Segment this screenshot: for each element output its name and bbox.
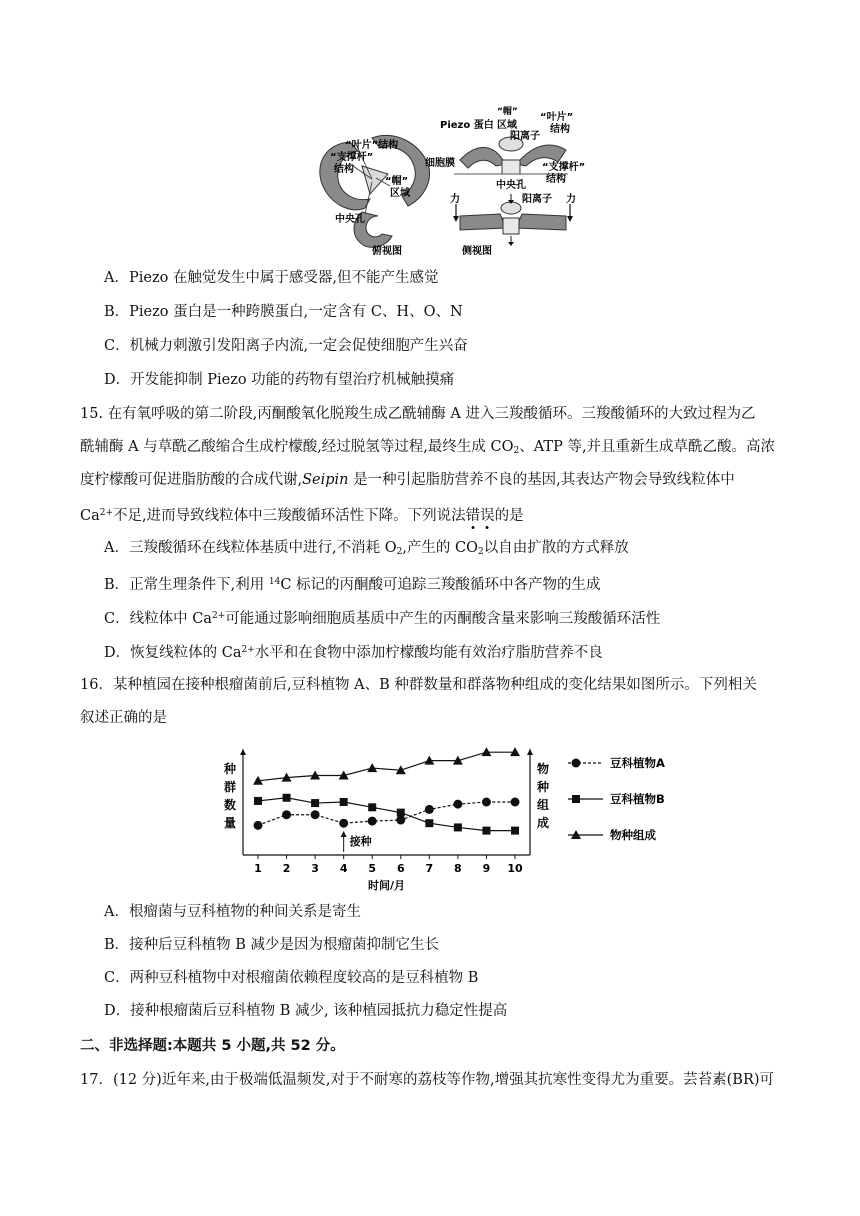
q16-option-b: B．接种后豆科植物 B 减少是因为根瘤菌抑制它生长 (104, 937, 440, 953)
q15-option-b: B．正常生理条件下,利用 $^{14}$C 标记的丙酮酸可追踪三羧酸循环中各产物的生成 (104, 577, 601, 593)
label-leaf-left: “叶片”结构 (345, 140, 399, 151)
series-1-point (511, 798, 520, 807)
annotation-label: 接种 (349, 835, 372, 848)
y-label-right-char: 组 (536, 798, 550, 812)
series-2-point (397, 809, 405, 817)
q15-stem-line4: $Ca^{2+}$不足,进而导致线粒体中三羧酸循环活性下降。下列说法错误的是 (80, 508, 524, 524)
x-tick-label: 1 (254, 862, 262, 875)
y-label-left-char: 数 (223, 798, 237, 812)
series-2-point (368, 803, 376, 811)
x-tick-label: 2 (282, 862, 291, 875)
series-1-point (425, 805, 434, 814)
label-cation-top: 阳离子 (510, 131, 540, 142)
series-line-1 (258, 802, 515, 825)
series-3-point (367, 763, 377, 772)
q16-option-a: A．根瘤菌与豆科植物的种间关系是寄生 (104, 904, 361, 920)
q16-stem-line1: 16．某种植园在接种根瘤菌前后,豆科植物 A、B 种群数量和群落物种组成的变化结果如图所示。下列相关 (80, 677, 757, 693)
label-pore-left: 中央孔 (335, 214, 365, 225)
label-force-left: 力 (450, 194, 460, 205)
legend-label-3: 物种组成 (610, 828, 656, 842)
series-2-point (425, 819, 433, 827)
legend-label-2: 豆科植物B (610, 792, 665, 806)
label-force-right: 力 (566, 194, 576, 205)
x-tick-label: 10 (507, 862, 523, 875)
series-line-3 (258, 752, 515, 781)
series-1-point (482, 798, 491, 807)
piezo-figure (310, 104, 595, 260)
x-tick-label: 3 (311, 862, 319, 875)
q15-stem-line2: 酰辅酶 A 与草酰乙酸缩合生成柠檬酸,经过脱氢等过程,最终生成 $CO_2$、ATP 等,并且重新生成草酰乙酸。高浓 (80, 439, 776, 456)
label-side-view: 侧视图 (462, 246, 492, 257)
legend-label-1: 豆科植物A (610, 756, 665, 770)
q14-option-a: A．Piezo 在触觉发生中属于感受器,但不能产生感觉 (104, 270, 439, 286)
label-cation-bottom: 阳离子 (522, 194, 552, 205)
q16-stem-line2: 叙述正确的是 (80, 710, 167, 726)
series-2-point (511, 827, 519, 835)
y-label-left-char: 群 (223, 780, 237, 794)
y-label-right-char: 物 (536, 762, 550, 776)
y-axis-right-arrow (527, 749, 533, 755)
series-1-point (339, 819, 348, 828)
series-2-point (311, 799, 319, 807)
series-1-point (254, 821, 263, 830)
label-cap-right-2: 区域 (497, 120, 517, 131)
label-leaf-right-2: 结构 (550, 124, 570, 135)
piezo-side-view (453, 137, 573, 246)
y-axis-left-arrow (240, 749, 246, 755)
legend-marker-1 (572, 759, 581, 768)
section-title: 二、非选择题:本题共 5 小题,共 52 分。 (80, 1038, 345, 1054)
gene-name: Seipin (302, 472, 349, 488)
y-label-left-char: 量 (223, 816, 237, 830)
q14-option-b: B．Piezo 蛋白是一种跨膜蛋白,一定含有 C、H、O、N (104, 304, 463, 320)
series-1-point (453, 800, 462, 809)
q17-stem-line1: 17．(12 分)近年来,由于极端低温频发,对于不耐寒的荔枝等作物,增强其抗寒性变得尤为重要。芸苔素(BR)可 (80, 1072, 775, 1088)
series-2-point (254, 797, 262, 805)
series-1-point (396, 816, 405, 825)
q14-option-c: C．机械力刺激引发阳离子内流,一定会促使细胞产生兴奋 (104, 338, 468, 354)
legend-marker-2 (572, 795, 580, 803)
q16-option-d: D．接种根瘤菌后豆科植物 B 减少, 该种植园抵抗力稳定性提高 (104, 1003, 508, 1019)
y-label-right-char: 种 (536, 780, 550, 794)
y-label-left-char: 种 (223, 762, 237, 776)
label-leaf-right-1: “叶片” (540, 112, 574, 123)
label-membrane: 细胞膜 (425, 158, 455, 169)
q15-stem-line3: 度柠檬酸可促进脂肪酸的合成代谢,Seipin 是一种引起脂肪营养不良的基因,其表达产物会导致线粒体中 (80, 472, 735, 488)
label-cap-left-2: 区域 (390, 188, 410, 199)
q16-option-c: C．两种豆科植物中对根瘤菌依赖程度较高的是豆科植物 B (104, 970, 479, 986)
label-strut-left-2: 结构 (334, 164, 354, 175)
label-strut-right-1: “支撑杆” (542, 162, 586, 173)
x-axis-label: 时间/月 (367, 879, 406, 892)
x-tick-label: 6 (396, 862, 405, 875)
y-label-right-char: 成 (536, 816, 550, 830)
series-1-point (368, 817, 377, 826)
series-1-point (311, 810, 320, 819)
series-2-point (482, 827, 490, 835)
x-tick-label: 8 (454, 862, 462, 875)
q15-option-d: D．恢复线粒体的 $Ca^{2+}$水平和在食物中添加柠檬酸均能有效治疗脂肪营养不良 (104, 645, 603, 661)
label-cap-left-1: “帽” (385, 176, 409, 187)
label-strut-right-2: 结构 (546, 174, 566, 185)
q15-stem-line1: 15. 在有氧呼吸的第二阶段,丙酮酸氧化脱羧生成乙酰辅酶 A 进入三羧酸循环。三羧酸循环的大致过程为乙 (80, 406, 756, 422)
label-pore-right: 中央孔 (496, 180, 526, 191)
population-chart (218, 743, 698, 893)
annotation-arrow-head (341, 831, 347, 837)
q15-option-c: C．线粒体中 $Ca^{2+}$可能通过影响细胞质基质中产生的丙酮酸含量来影响三羧酸循环活性 (104, 611, 661, 627)
x-tick-label: 5 (368, 862, 377, 875)
x-tick-label: 4 (339, 862, 348, 875)
label-piezo: Piezo 蛋白 (440, 120, 494, 131)
x-tick-label: 9 (482, 862, 491, 875)
label-strut-left-1: “支撑杆” (330, 152, 374, 163)
x-tick-label: 7 (425, 862, 434, 875)
series-2-point (283, 794, 291, 802)
series-1-point (282, 810, 291, 819)
q14-option-d: D．开发能抑制 Piezo 功能的药物有望治疗机械触摸痛 (104, 372, 455, 388)
label-cap-right-1: “帽” (497, 107, 518, 117)
series-2-point (454, 823, 462, 831)
series-2-point (340, 798, 348, 806)
label-top-view: 俯视图 (372, 246, 402, 257)
q15-option-a: A．三羧酸循环在线粒体基质中进行,不消耗 $O_2$,产生的 $CO_2$以自由扩散的方式释放 (104, 540, 629, 557)
